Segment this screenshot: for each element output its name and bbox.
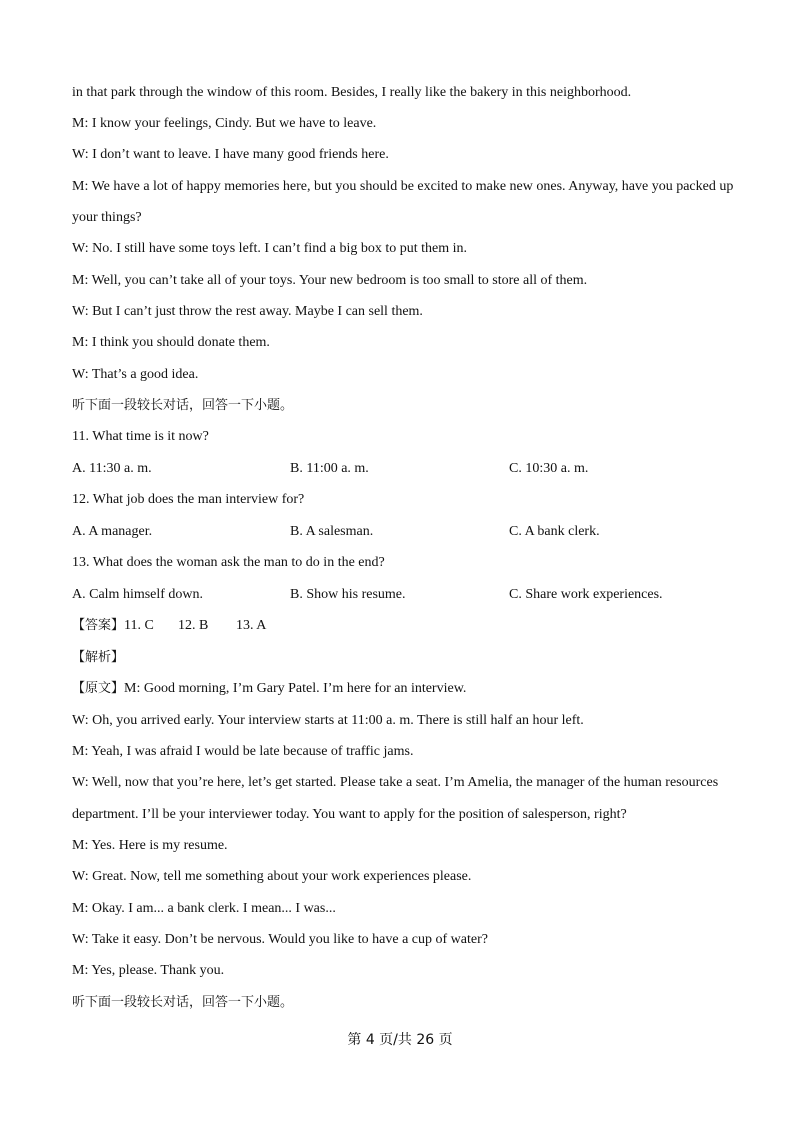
question-stem: 11. What time is it now? xyxy=(72,429,209,444)
dialogue-text: M: Good morning, I’m Gary Patel. I’m here for an interview. xyxy=(124,681,467,696)
dialogue-line: M: Yes, please. Thank you. xyxy=(72,963,225,978)
option-c: C. Share work experiences. xyxy=(509,587,663,602)
listening-instruction: 听下面一段较长对话，回答一下小题。 xyxy=(72,398,294,413)
dialogue-line: M: Okay. I am... a bank clerk. I mean... I was... xyxy=(72,901,336,916)
option-b: B. A salesman. xyxy=(290,524,374,539)
dialogue-line: M: Yes. Here is my resume. xyxy=(72,838,228,853)
dialogue-line: W: Great. Now, tell me something about your work experiences please. xyxy=(72,869,472,884)
dialogue-line: W: But I can’t just throw the rest away. Maybe I can sell them. xyxy=(72,304,423,319)
question-stem: 13. What does the woman ask the man to do in the end? xyxy=(72,555,385,570)
answer-item: 11. C xyxy=(124,618,154,633)
dialogue-line: W: Oh, you arrived early. Your interview starts at 11:00 a. m. There is still half an hour left. xyxy=(72,713,584,728)
dialogue-line: department. I’ll be your interviewer today. You want to apply for the position of salesperson, right? xyxy=(72,807,627,822)
listening-instruction: 听下面一段较长对话，回答一下小题。 xyxy=(72,995,294,1010)
answer-item: 12. B xyxy=(178,618,209,633)
dialogue-line: W: Well, now that you’re here, let’s get started. Please take a seat. I’m Amelia, the manager of the human resources xyxy=(72,775,719,790)
dialogue-line: M: We have a lot of happy memories here, but you should be excited to make new ones. Anyway, have you packed up xyxy=(72,179,734,194)
dialogue-line: in that park through the window of this room. Besides, I really like the bakery in this neighborhood. xyxy=(72,85,632,100)
option-b: B. Show his resume. xyxy=(290,587,406,602)
option-c: C. A bank clerk. xyxy=(509,524,600,539)
answer-row xyxy=(72,617,732,635)
page-number-footer: 第 4 页/共 26 页 xyxy=(347,1032,453,1048)
dialogue-line: your things? xyxy=(72,210,142,225)
option-a: A. Calm himself down. xyxy=(72,587,204,602)
dialogue-line: W: That’s a good idea. xyxy=(72,367,199,382)
dialogue-line: M: Well, you can’t take all of your toys. Your new bedroom is too small to store all of them. xyxy=(72,273,588,288)
analysis-label: 【解析】 xyxy=(72,650,125,665)
dialogue-line: W: No. I still have some toys left. I can’t find a big box to put them in. xyxy=(72,241,468,256)
answer-item: 13. A xyxy=(236,618,267,633)
option-a: A. 11:30 a. m. xyxy=(72,461,152,476)
question-stem: 12. What job does the man interview for? xyxy=(72,492,305,507)
dialogue-line: M: I think you should donate them. xyxy=(72,335,270,350)
answer-label: 【答案】 xyxy=(72,618,125,633)
dialogue-line: W: Take it easy. Don’t be nervous. Would you like to have a cup of water? xyxy=(72,932,488,947)
option-b: B. 11:00 a. m. xyxy=(290,461,369,476)
dialogue-line xyxy=(72,680,732,698)
dialogue-line: M: Yeah, I was afraid I would be late because of traffic jams. xyxy=(72,744,414,759)
original-label: 【原文】 xyxy=(72,681,125,696)
dialogue-line: M: I know your feelings, Cindy. But we have to leave. xyxy=(72,116,377,131)
dialogue-line: W: I don’t want to leave. I have many good friends here. xyxy=(72,147,389,162)
option-a: A. A manager. xyxy=(72,524,153,539)
option-c: C. 10:30 a. m. xyxy=(509,461,589,476)
